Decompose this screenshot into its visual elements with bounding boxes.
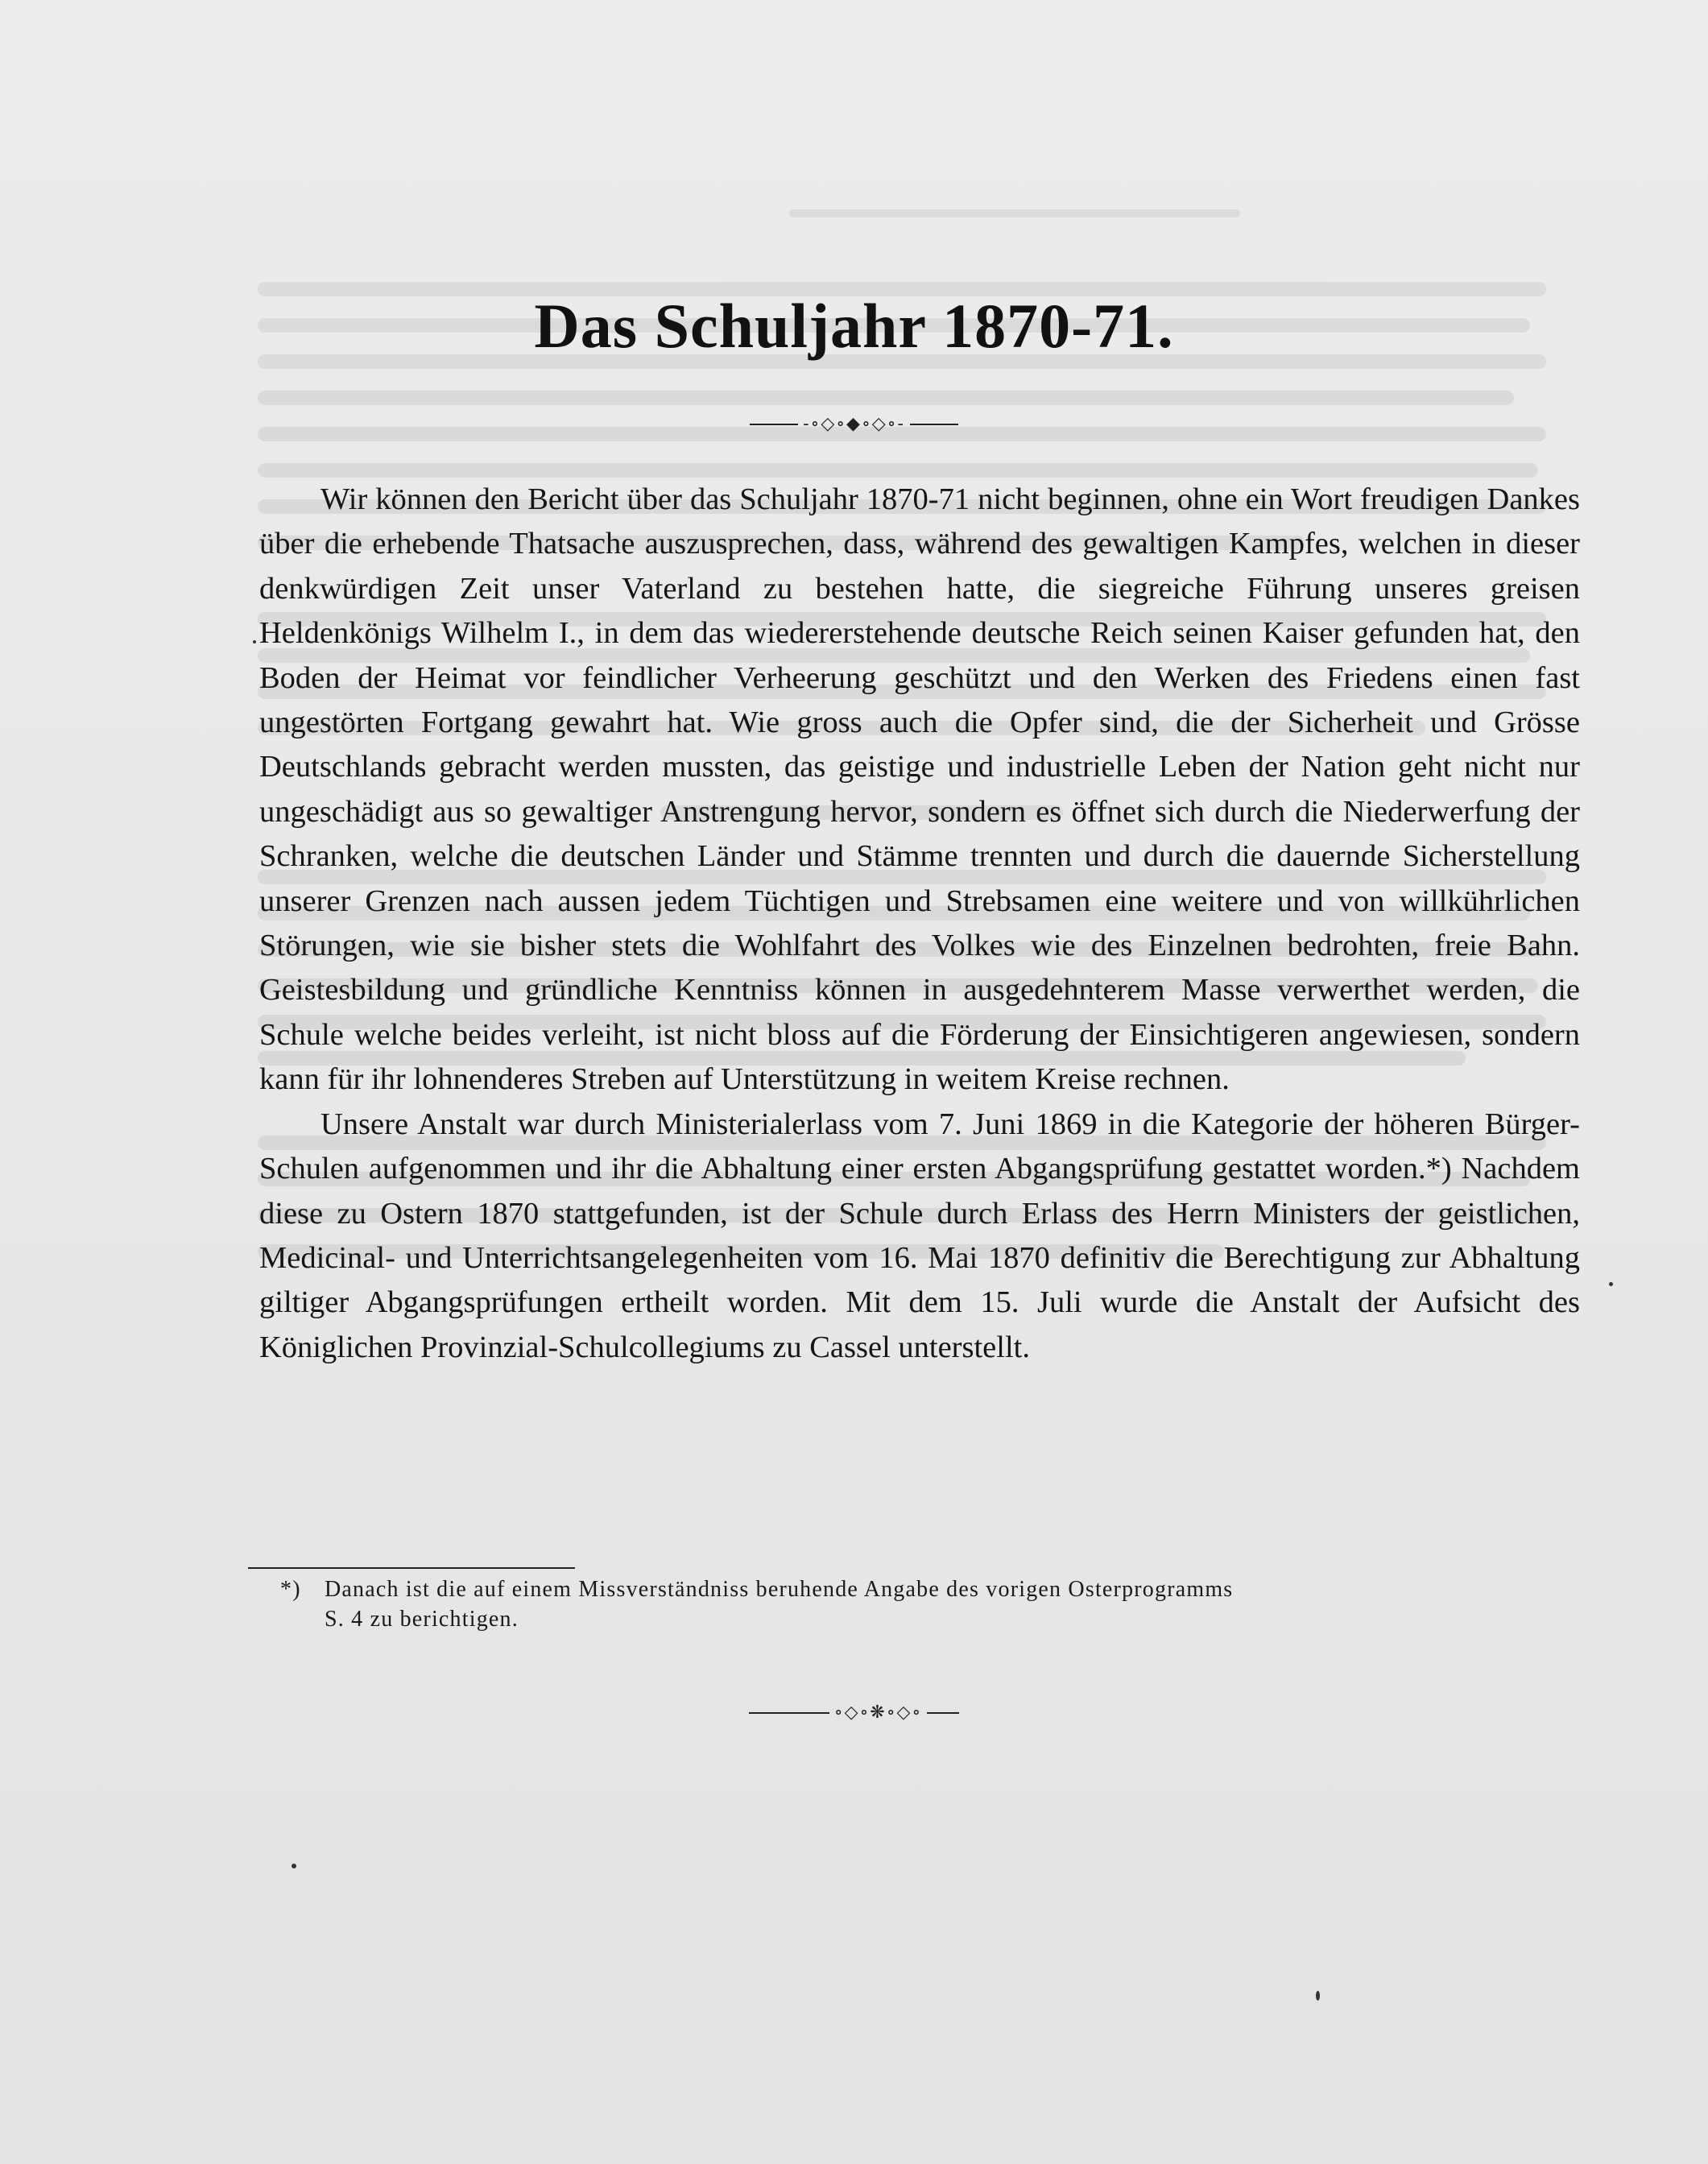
footnote-line-1: Danach ist die auf einem Missverständniss beruhende Angabe des vorigen Osterprogramms [325, 1577, 1234, 1602]
speck [1609, 1282, 1613, 1286]
paragraph-2: Unsere Anstalt war durch Ministerialerlass vom 7. Juni 1869 in die Kategorie der höheren Bürger-Schulen aufgenommen und ihr die Abhaltung einer ersten Abgangsprüfung gestattet worden.*) Nachdem diese zu Ostern 1870 stattgefunden, ist der Schule durch Erlass des Herrn Ministers der geistlichen, Medicinal- und Unterrichtsangelegenheiten vom 16. Mai 1870 definitiv die Berechtigung zur Abhaltung giltiger Abgangsprüfungen ertheilt worden. Mit dem 15. Juli wurde die Anstalt der Aufsicht des Königlichen Provinzial-Schulcollegiums zu Cassel unterstellt. [259, 1107, 1580, 1364]
speck [292, 1864, 296, 1868]
ornament-divider-bottom [0, 1703, 1708, 1723]
footnote-marker: *) [280, 1577, 301, 1602]
ornament-divider-top [0, 414, 1708, 434]
ornament-glyphs-bottom: ∘◇∘❋∘◇∘ [833, 1703, 923, 1723]
ornament-glyphs: -∘◇∘◆∘◇∘- [803, 414, 905, 434]
speck [1316, 1991, 1320, 2001]
footnote-line-2: S. 4 zu berichtigen. [325, 1607, 519, 1632]
page-title: Das Schuljahr 1870-71. [534, 291, 1174, 361]
footnote [280, 1574, 1578, 1634]
footnote-rule [248, 1567, 575, 1569]
body-text [259, 478, 1580, 1370]
speck [253, 640, 256, 643]
paragraph-1: Wir können den Bericht über das Schuljahr 1870-71 nicht beginnen, ohne ein Wort freudigen Dankes über die erhebende Thatsache auszusprechen, dass, während des gewaltigen Kampfes, welchen in dieser denkwürdigen Zeit unser Vaterland zu bestehen hatte, die siegreiche Führung unseres greisen Heldenkönigs Wilhelm I., in dem das wiedererstehende deutsche Reich seinen Kaiser gefunden hat, den Boden der Heimat vor feindlicher Verheerung geschützt und den Werken des Friedens einen fast ungestörten Fortgang gewahrt hat. Wie gross auch die Opfer sind, die der Sicherheit und Grösse Deutschlands gebracht werden mussten, das geistige und industrielle Leben der Nation geht nicht nur ungeschädigt aus so gewaltiger Anstrengung hervor, sondern es öffnet sich durch die Niederwerfung der Schranken, welche die deutschen Länder und Stämme trennten und durch die dauernde Sicherstellung unserer Grenzen nach aussen jedem Tüchtigen und Strebsamen eine weitere und von willkührlichen Störungen, wie sie bisher stets die Wohlfahrt des Volkes wie des Einzelnen bedrohten, freie Bahn. Geistesbildung und gründliche Kenntniss können in ausgedehnterem Masse verwerthet werden, die Schule welche beides verleiht, ist nicht bloss auf die Förderung der Einsichtigeren angewiesen, sondern kann für ihr lohnenderes Streben auf Unterstützung in weitem Kreise rechnen. [259, 482, 1580, 1097]
